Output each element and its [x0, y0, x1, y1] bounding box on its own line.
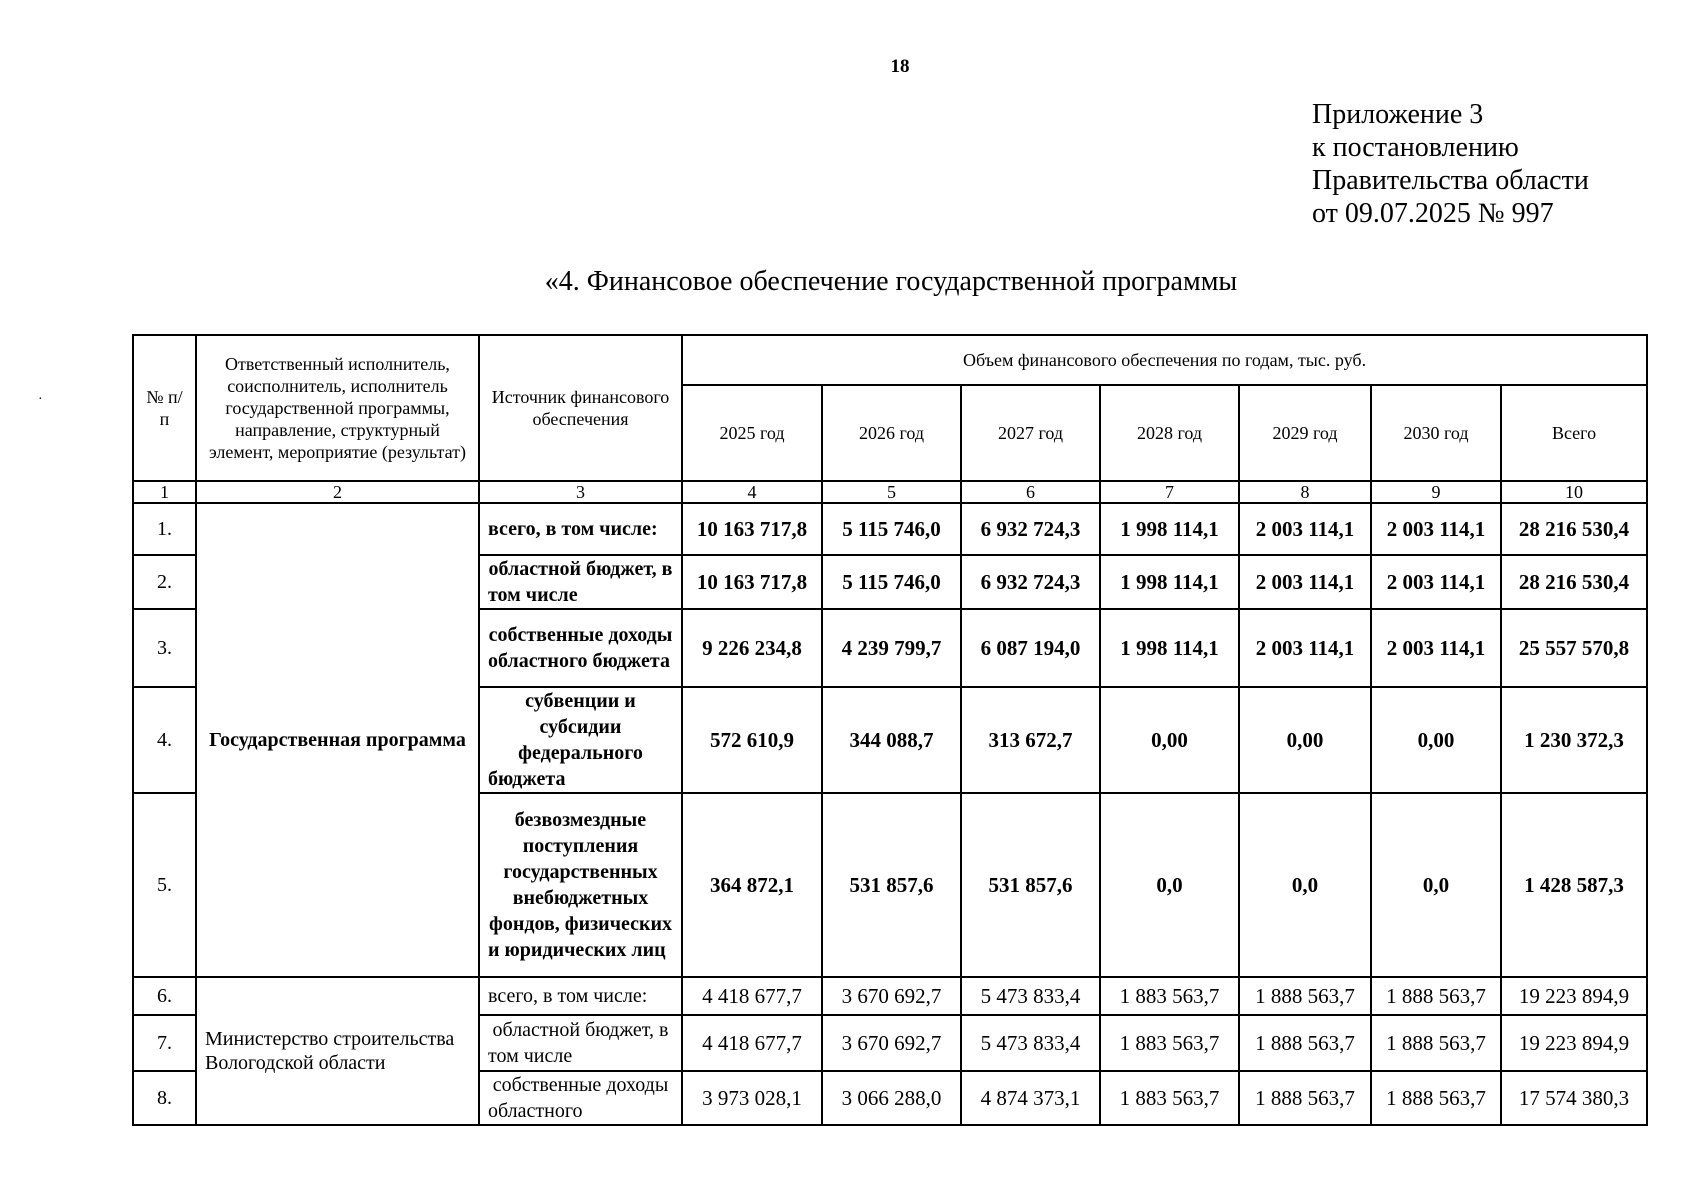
value-cell: 2 003 114,1 — [1239, 609, 1371, 687]
source-cell: всего, в том числе: — [479, 977, 682, 1015]
column-number: 9 — [1371, 481, 1501, 503]
value-cell: 5 115 746,0 — [822, 555, 961, 609]
value-cell: 1 998 114,1 — [1100, 503, 1239, 555]
value-cell: 364 872,1 — [682, 793, 822, 977]
value-cell: 0,0 — [1371, 793, 1501, 977]
section-title: «4. Финансовое обеспечение государственной программы — [544, 266, 1238, 297]
responsible-ministry: Министерство строительства Вологодской области — [196, 977, 479, 1125]
header-num: № п/п — [133, 335, 196, 481]
value-cell: 0,00 — [1239, 687, 1371, 793]
value-cell: 1 998 114,1 — [1100, 609, 1239, 687]
value-cell: 10 163 717,8 — [682, 555, 822, 609]
responsible-state-program: Государственная программа — [196, 503, 479, 977]
column-number: 4 — [682, 481, 822, 503]
column-number: 1 — [133, 481, 196, 503]
source-cell: областной бюджет, в том числе — [479, 1015, 682, 1071]
source-cell: областной бюджет, в том числе — [479, 555, 682, 609]
value-cell: 6 932 724,3 — [961, 555, 1100, 609]
source-cell: всего, в том числе: — [479, 503, 682, 555]
financing-table — [132, 334, 1648, 1126]
column-number: 8 — [1239, 481, 1371, 503]
column-number: 7 — [1100, 481, 1239, 503]
value-cell: 344 088,7 — [822, 687, 961, 793]
value-cell: 1 888 563,7 — [1371, 977, 1501, 1015]
value-cell: 4 418 677,7 — [682, 977, 822, 1015]
page-number: 18 — [890, 56, 910, 77]
value-cell: 2 003 114,1 — [1371, 609, 1501, 687]
header-year-2025: 2025 год — [682, 385, 822, 481]
value-cell: 4 874 373,1 — [961, 1071, 1100, 1125]
value-cell: 3 066 288,0 — [822, 1071, 961, 1125]
value-cell: 1 428 587,3 — [1501, 793, 1647, 977]
value-cell: 6 087 194,0 — [961, 609, 1100, 687]
value-cell: 1 998 114,1 — [1100, 555, 1239, 609]
margin-mark: · — [38, 392, 43, 407]
header-year-2029: 2029 год — [1239, 385, 1371, 481]
value-cell: 4 418 677,7 — [682, 1015, 822, 1071]
value-cell: 2 003 114,1 — [1239, 555, 1371, 609]
column-number: 5 — [822, 481, 961, 503]
value-cell: 19 223 894,9 — [1501, 977, 1647, 1015]
appendix-line-1: Приложение 3 — [1312, 99, 1484, 130]
value-cell: 1 883 563,7 — [1100, 1015, 1239, 1071]
row-number: 4. — [133, 687, 196, 793]
table-row — [133, 977, 1647, 1015]
column-number: 10 — [1501, 481, 1647, 503]
value-cell: 2 003 114,1 — [1371, 503, 1501, 555]
header-source: Источник финансового обеспечения — [479, 335, 682, 481]
value-cell: 572 610,9 — [682, 687, 822, 793]
header-year-2028: 2028 год — [1100, 385, 1239, 481]
value-cell: 1 888 563,7 — [1371, 1071, 1501, 1125]
value-cell: 531 857,6 — [961, 793, 1100, 977]
value-cell: 3 670 692,7 — [822, 977, 961, 1015]
value-cell: 25 557 570,8 — [1501, 609, 1647, 687]
value-cell: 5 473 833,4 — [961, 1015, 1100, 1071]
value-cell: 28 216 530,4 — [1501, 555, 1647, 609]
value-cell: 5 115 746,0 — [822, 503, 961, 555]
table-row — [133, 503, 1647, 555]
value-cell: 28 216 530,4 — [1501, 503, 1647, 555]
column-number-row — [133, 481, 1647, 503]
header-volume: Объем финансового обеспечения по годам, тыс. руб. — [682, 335, 1647, 385]
value-cell: 5 473 833,4 — [961, 977, 1100, 1015]
header-year-2026: 2026 год — [822, 385, 961, 481]
value-cell: 531 857,6 — [822, 793, 961, 977]
value-cell: 1 230 372,3 — [1501, 687, 1647, 793]
column-number: 6 — [961, 481, 1100, 503]
appendix-line-3: Правительства области — [1312, 165, 1589, 196]
value-cell: 0,0 — [1100, 793, 1239, 977]
value-cell: 19 223 894,9 — [1501, 1015, 1647, 1071]
row-number: 6. — [133, 977, 196, 1015]
value-cell: 1 883 563,7 — [1100, 1071, 1239, 1125]
source-cell: собственные доходы областного — [479, 1071, 682, 1125]
row-number: 3. — [133, 609, 196, 687]
value-cell: 3 670 692,7 — [822, 1015, 961, 1071]
appendix-line-4: от 09.07.2025 № 997 — [1312, 198, 1554, 229]
value-cell: 10 163 717,8 — [682, 503, 822, 555]
value-cell: 4 239 799,7 — [822, 609, 961, 687]
value-cell: 2 003 114,1 — [1239, 503, 1371, 555]
value-cell: 0,00 — [1371, 687, 1501, 793]
column-number: 2 — [196, 481, 479, 503]
source-cell: безвозмездные поступления государственных внебюджетных фондов, физических и юридических лиц — [479, 793, 682, 977]
row-number: 1. — [133, 503, 196, 555]
appendix-reference — [1312, 98, 1589, 230]
value-cell: 0,00 — [1100, 687, 1239, 793]
value-cell: 3 973 028,1 — [682, 1071, 822, 1125]
value-cell: 1 888 563,7 — [1239, 977, 1371, 1015]
header-year-2027: 2027 год — [961, 385, 1100, 481]
column-number: 3 — [479, 481, 682, 503]
value-cell: 9 226 234,8 — [682, 609, 822, 687]
value-cell: 1 888 563,7 — [1239, 1015, 1371, 1071]
value-cell: 6 932 724,3 — [961, 503, 1100, 555]
header-year-2030: 2030 год — [1371, 385, 1501, 481]
header-total: Всего — [1501, 385, 1647, 481]
row-number: 7. — [133, 1015, 196, 1071]
value-cell: 1 883 563,7 — [1100, 977, 1239, 1015]
value-cell: 1 888 563,7 — [1239, 1071, 1371, 1125]
value-cell: 2 003 114,1 — [1371, 555, 1501, 609]
header-responsible: Ответственный исполнитель, соисполнитель, исполнитель государственной программы, направление, структурный элемент, мероприятие (результат) — [196, 335, 479, 481]
source-cell: субвенции и субсидии федерального бюджета — [479, 687, 682, 793]
appendix-line-2: к постановлению — [1312, 132, 1519, 163]
value-cell: 17 574 380,3 — [1501, 1071, 1647, 1125]
row-number: 5. — [133, 793, 196, 977]
value-cell: 1 888 563,7 — [1371, 1015, 1501, 1071]
source-cell: собственные доходы областного бюджета — [479, 609, 682, 687]
row-number: 8. — [133, 1071, 196, 1125]
value-cell: 0,0 — [1239, 793, 1371, 977]
row-number: 2. — [133, 555, 196, 609]
value-cell: 313 672,7 — [961, 687, 1100, 793]
